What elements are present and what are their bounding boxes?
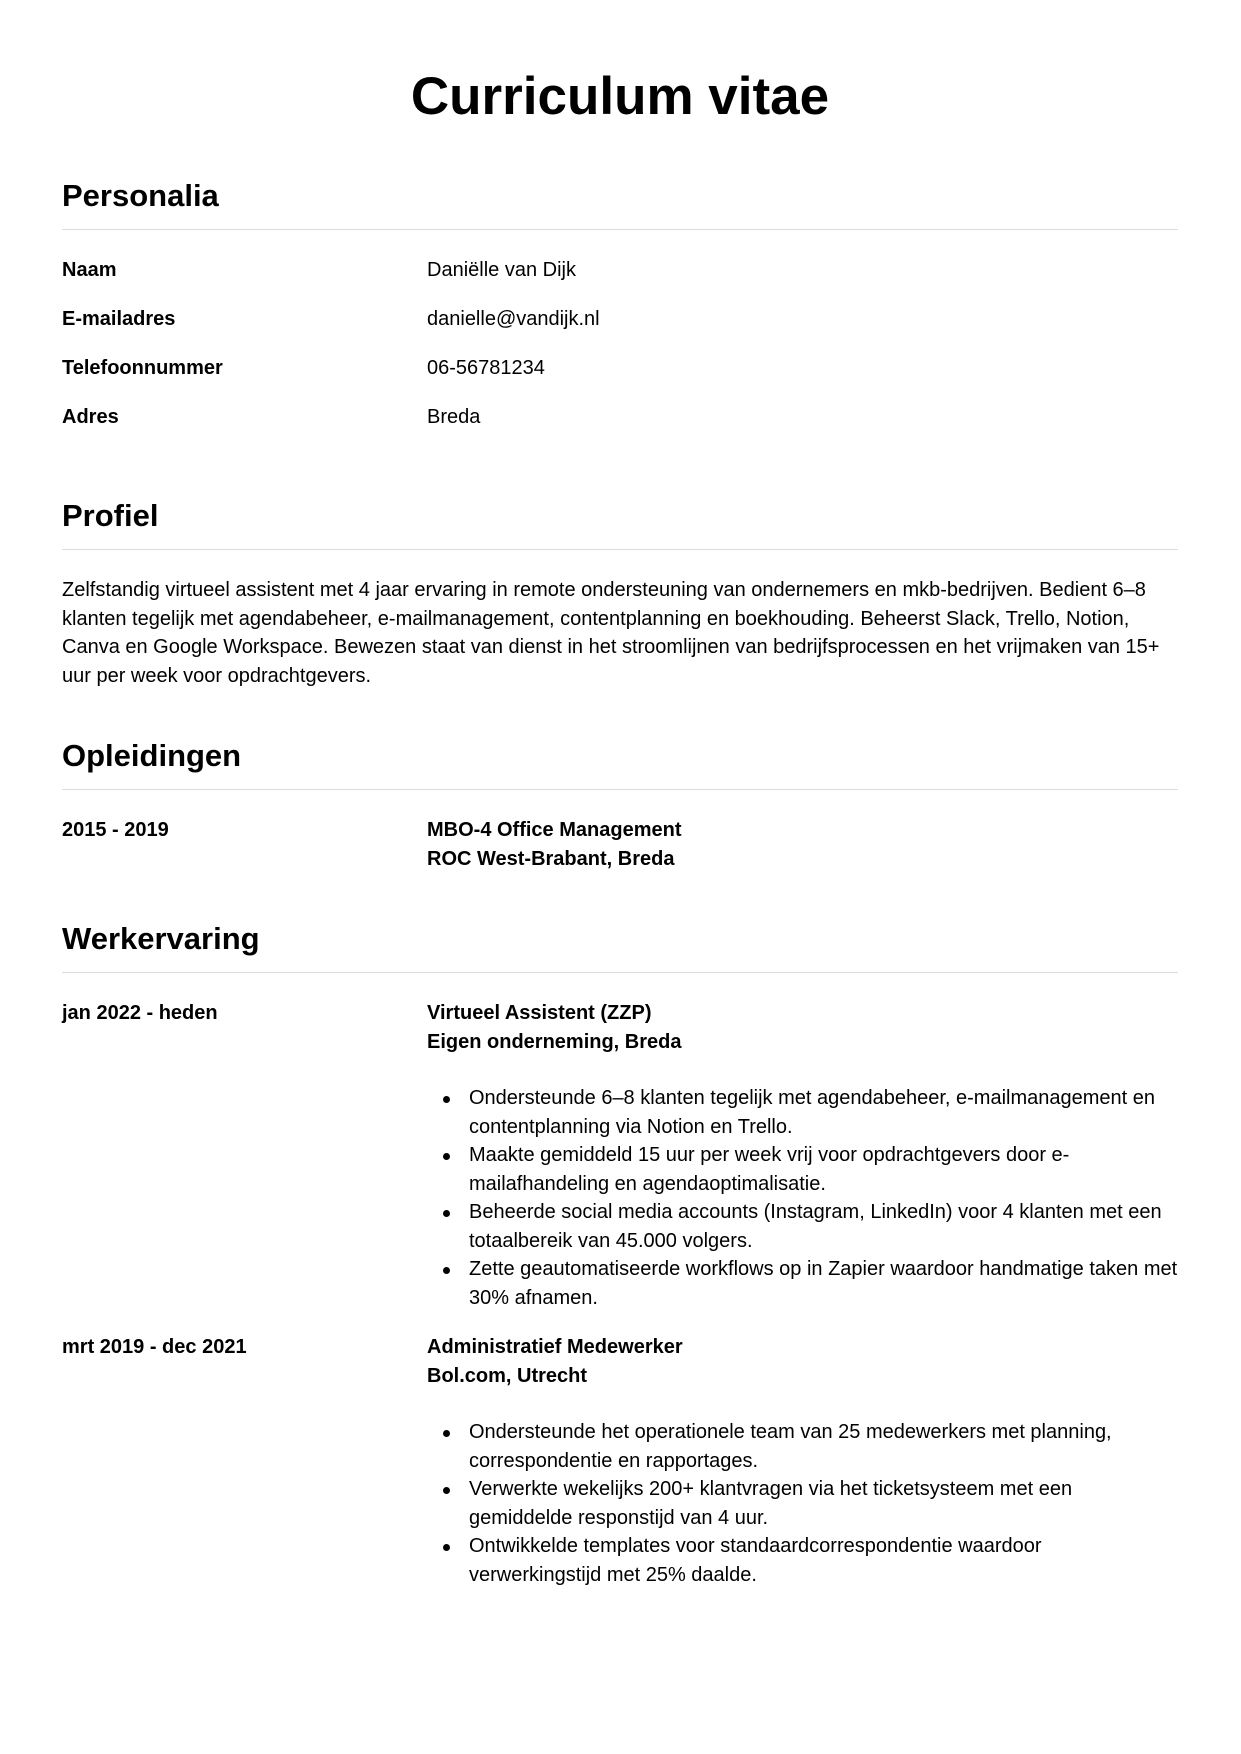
werkervaring-section: [62, 918, 1178, 1589]
work-bullet: Beheerde social media accounts (Instagram, LinkedIn) voor 4 klanten met een totaalbereik van 45.000 volgers.: [469, 1198, 1178, 1255]
work-bullet-list: [427, 1418, 1178, 1589]
field-value: Breda: [427, 406, 481, 428]
profile-text: Zelfstandig virtueel assistent met 4 jaar ervaring in remote ondersteuning van ondernemers en mkb-bedrijven. Bedient 6–8 klanten tegelijk met agendabeheer, e-mailmanagement, contentplanning en boekhouding. Beheerst Slack, Trello, Notion, Canva en Google Workspace. Bewezen staat van dienst in het stroomlijnen van bedrijfsprocessen en het vrijmaken van 15+ uur per week voor opdrachtgevers.: [62, 579, 1160, 687]
work-details: [427, 999, 1178, 1312]
education-entry: [62, 816, 1178, 874]
work-details: [427, 1333, 1178, 1589]
field-value: Daniëlle van Dijk: [427, 259, 576, 281]
work-role: Virtueel Assistent (ZZP): [427, 1002, 652, 1024]
work-period: jan 2022 - heden: [62, 1002, 218, 1024]
personalia-section: [62, 175, 1178, 452]
personalia-row-telefoon: [62, 354, 1178, 403]
section-heading-personalia: Personalia: [62, 175, 1178, 230]
work-bullet: Ondersteunde 6–8 klanten tegelijk met agendabeheer, e-mailmanagement en contentplanning via Notion en Trello.: [469, 1084, 1178, 1141]
personalia-row-adres: [62, 403, 1178, 452]
work-company: Bol.com, Utrecht: [427, 1365, 588, 1387]
work-entry: [62, 1333, 1178, 1589]
section-heading-profiel: Profiel: [62, 495, 1178, 550]
personalia-list: [62, 256, 1178, 452]
education-institution: ROC West-Brabant, Breda: [427, 848, 675, 870]
work-role: Administratief Medewerker: [427, 1336, 683, 1358]
opleidingen-section: [62, 735, 1178, 874]
field-label: Telefoonnummer: [62, 357, 223, 379]
field-label: Adres: [62, 406, 119, 428]
section-heading-opleidingen: Opleidingen: [62, 735, 1178, 790]
profiel-section: [62, 495, 1178, 690]
work-bullet: Zette geautomatiseerde workflows op in Zapier waardoor handmatige taken met 30% afnamen.: [469, 1255, 1178, 1312]
personalia-row-email: [62, 305, 1178, 354]
section-heading-werkervaring: Werkervaring: [62, 918, 1178, 973]
personalia-row-naam: [62, 256, 1178, 305]
education-title: MBO-4 Office Management: [427, 819, 682, 841]
work-bullet: Verwerkte wekelijks 200+ klantvragen via het ticketsysteem met een gemiddelde responstijd van 4 uur.: [469, 1475, 1178, 1532]
work-bullet-list: [427, 1084, 1178, 1312]
work-bullet: Ondersteunde het operationele team van 25 medewerkers met planning, correspondentie en rapportages.: [469, 1418, 1178, 1475]
field-value: danielle@vandijk.nl: [427, 308, 600, 330]
document-title: Curriculum vitae: [410, 67, 830, 126]
field-value: 06-56781234: [427, 357, 545, 379]
field-label: E-mailadres: [62, 308, 176, 330]
field-label: Naam: [62, 259, 117, 281]
work-company: Eigen onderneming, Breda: [427, 1031, 682, 1053]
work-bullet: Maakte gemiddeld 15 uur per week vrij voor opdrachtgevers door e-mailafhandeling en agendaoptimalisatie.: [469, 1141, 1178, 1198]
work-period: mrt 2019 - dec 2021: [62, 1336, 247, 1358]
work-bullet: Ontwikkelde templates voor standaardcorrespondentie waardoor verwerkingstijd met 25% daalde.: [469, 1532, 1178, 1589]
work-entry: [62, 999, 1178, 1312]
education-details: [427, 816, 1178, 874]
education-period: 2015 - 2019: [62, 819, 169, 841]
